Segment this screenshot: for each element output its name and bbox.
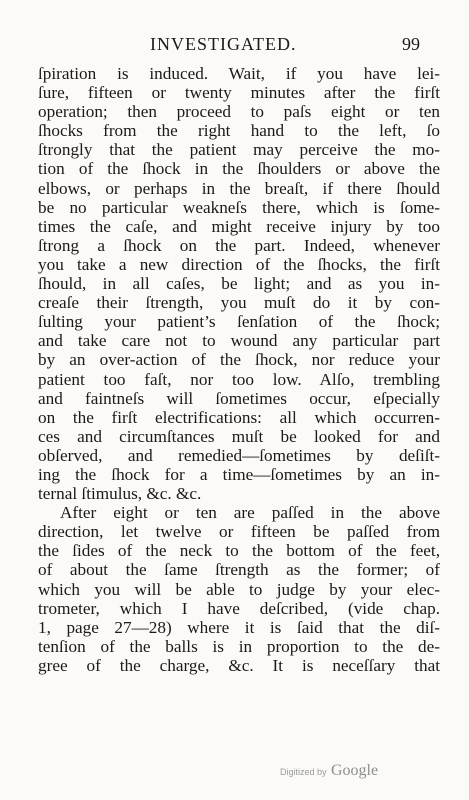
text-line: times the caſe, and might receive injury by too: [38, 216, 440, 236]
text-line: and faintneſs will ſometimes occur, eſpecially: [38, 388, 440, 408]
text-line: be no particular weakneſs there, which is ſome-: [38, 197, 440, 217]
text-line: ternal ſtimulus, &c. &c.: [38, 484, 202, 504]
text-line: creaſe their ſtrength, you muſt do it by con-: [38, 293, 440, 313]
text-line: ſure, fifteen or twenty minutes after the firſt: [38, 83, 440, 103]
text-line: tion of the ſhock in the ſhoulders or above the: [38, 159, 440, 179]
running-head: INVESTIGATED.: [150, 34, 297, 54]
text-line: the ſides of the neck to the bottom of the feet,: [38, 541, 440, 561]
text-line: tenſion of the balls is in proportion to the de-: [38, 636, 440, 656]
text-line: of about the ſame ſtrength as the former; of: [38, 560, 440, 580]
text-line: ſhould, in all caſes, be light; and as you in-: [38, 274, 440, 294]
google-logo: Google: [330, 762, 379, 779]
text-line: which you will be able to judge by your elec-: [38, 579, 440, 599]
text-line: ſhocks from the right hand to the left, ſo: [38, 121, 440, 141]
text-line: elbows, or perhaps in the breaſt, if there ſhould: [38, 178, 440, 198]
text-line: ſpiration is induced. Wait, if you have lei-: [38, 64, 440, 83]
text-line: direction, let twelve or fifteen be paſſed from: [38, 522, 440, 542]
text-line: operation; then proceed to paſs eight or ten: [38, 102, 440, 122]
text-line: ſulting your patient’s ſenſation of the ſhock;: [38, 312, 440, 332]
text-line: gree of the charge, &c. It is neceſſary that: [38, 655, 440, 675]
text-line: and take care not to wound any particular part: [38, 331, 440, 351]
text-line: by an over-action of the ſhock, nor reduce your: [38, 350, 440, 370]
digitized-label: Digitized by: [280, 767, 327, 777]
text-line: After eight or ten are paſſed in the above: [60, 503, 440, 523]
paragraph-1: [38, 64, 440, 503]
text-line: on the firſt electrifications: all which occurren-: [38, 407, 440, 427]
page-number: 99: [402, 34, 420, 54]
text-line: you take a new direction of the ſhocks, the firſt: [38, 254, 440, 274]
text-line: ing the ſhock for a time—ſometimes by an in-: [38, 464, 440, 484]
text-line: ſtrongly that the patient may perceive the mo-: [38, 140, 440, 160]
text-line: ſtrong a ſhock on the part. Indeed, whenever: [38, 235, 440, 255]
digitized-watermark: [280, 762, 378, 780]
text-line: obſerved, and remedied—ſometimes by deſiſt-: [38, 445, 440, 465]
paragraph-2: [38, 503, 440, 675]
text-line: 1, page 27—28) where it is ſaid that the diſ-: [38, 617, 440, 637]
text-line: patient too faſt, nor too low. Alſo, trembling: [38, 369, 440, 389]
body-text: [38, 64, 440, 675]
text-line: ces and circumſtances muſt be looked for and: [38, 426, 440, 446]
text-line: trometer, which I have deſcribed, (vide chap.: [38, 598, 440, 618]
